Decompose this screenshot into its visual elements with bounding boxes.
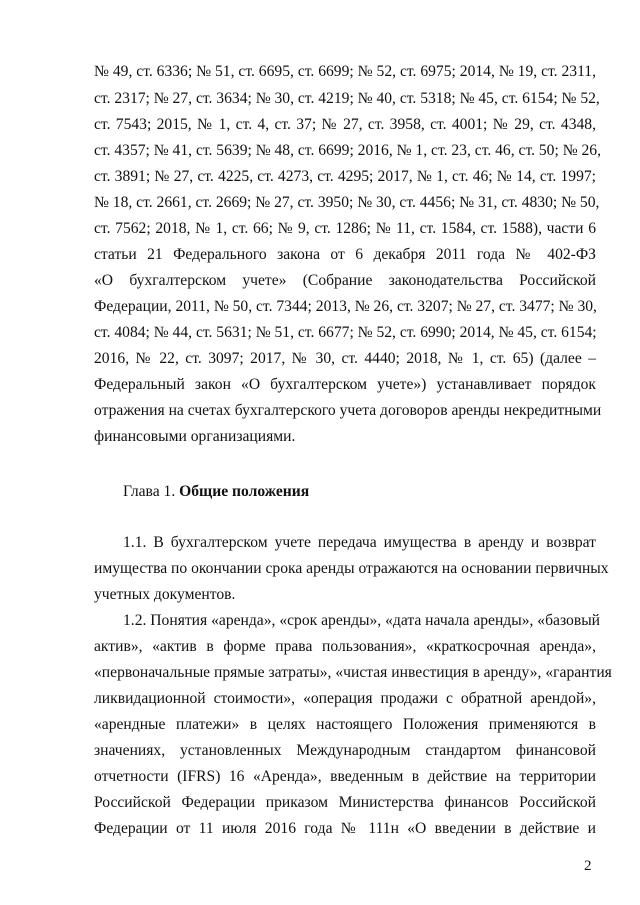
text-line: Российской Федерации приказом Министерства финансов Российской <box>94 794 596 811</box>
text-line: «арендные платежи» в целях настоящего Положения применяются в <box>94 716 596 733</box>
text-line: статьи 21 Федерального закона от 6 декабря 2011 года № 402-ФЗ <box>94 246 596 263</box>
text-line: Федерации от 11 июля 2016 года № 111н «О введении в действие и <box>94 820 596 837</box>
chapter-heading <box>123 482 309 502</box>
chapter-prefix: Глава 1. <box>123 483 176 500</box>
text-line: учетных документов. <box>94 586 236 603</box>
text-line: ст. 3891; № 27, ст. 4225, ст. 4273, ст. 4295; 2017, № 1, ст. 46; № 14, ст. 1997; <box>94 168 596 185</box>
text-line: 1.2. Понятия «аренда», «срок аренды», «дата начала аренды», «базовый <box>123 612 601 629</box>
text-line: имущества по окончании срока аренды отражаются на основании первичных <box>94 560 609 577</box>
text-line: ст. 2317; № 27, ст. 3634; № 30, ст. 4219; № 40, ст. 5318; № 45, ст. 6154; № 52, <box>94 90 600 107</box>
text-line: 2016, № 22, ст. 3097; 2017, № 30, ст. 4440; 2018, № 1, ст. 65) (далее – <box>94 350 596 367</box>
text-line: ст. 7543; 2015, № 1, ст. 4, ст. 37; № 27, ст. 3958, ст. 4001; № 29, ст. 4348, <box>94 116 596 133</box>
text-line: ст. 7562; 2018, № 1, ст. 66; № 9, ст. 1286; № 11, ст. 1584, ст. 1588), части 6 <box>94 220 596 237</box>
text-line: ст. 4084; № 44, ст. 5631; № 51, ст. 6677; № 52, ст. 6990; 2014, № 45, ст. 6154; <box>94 324 597 341</box>
text-line: отчетности (IFRS) 16 «Аренда», введенным в действие на территории <box>94 768 596 785</box>
text-line: отражения на счетах бухгалтерского учета договоров аренды некредитными <box>94 402 602 419</box>
text-line: № 49, ст. 6336; № 51, ст. 6695, ст. 6699; № 52, ст. 6975; 2014, № 19, ст. 2311, <box>94 63 596 80</box>
text-line: 1.1. В бухгалтерском учете передача имущества в аренду и возврат <box>123 534 596 551</box>
text-line: финансовыми организациями. <box>94 428 296 445</box>
text-line: № 18, ст. 2661, ст. 2669; № 27, ст. 3950; № 30, ст. 4456; № 31, ст. 4830; № 50, <box>94 194 600 211</box>
text-line: ст. 4357; № 41, ст. 5639; № 48, ст. 6699; 2016, № 1, ст. 23, ст. 46, ст. 50; № 26, <box>94 142 601 159</box>
text-line: Федеральный закон «О бухгалтерском учете») устанавливает порядок <box>94 376 596 393</box>
text-line: ликвидационной стоимости», «операция продажи с обратной арендой», <box>94 690 596 707</box>
text-line: Федерации, 2011, № 50, ст. 7344; 2013, № 26, ст. 3207; № 27, ст. 3477; № 30, <box>94 298 597 315</box>
page-number: 2 <box>584 858 592 874</box>
text-line: «первоначальные прямые затраты», «чистая инвестиция в аренду», «гарантия <box>94 664 612 681</box>
text-line: значениях, установленных Международным стандартом финансовой <box>94 742 596 759</box>
chapter-title: Общие положения <box>179 483 310 500</box>
text-line: актив», «актив в форме права пользования», «краткосрочная аренда», <box>94 638 596 655</box>
text-line: «О бухгалтерском учете» (Собрание законодательства Российской <box>94 272 596 289</box>
